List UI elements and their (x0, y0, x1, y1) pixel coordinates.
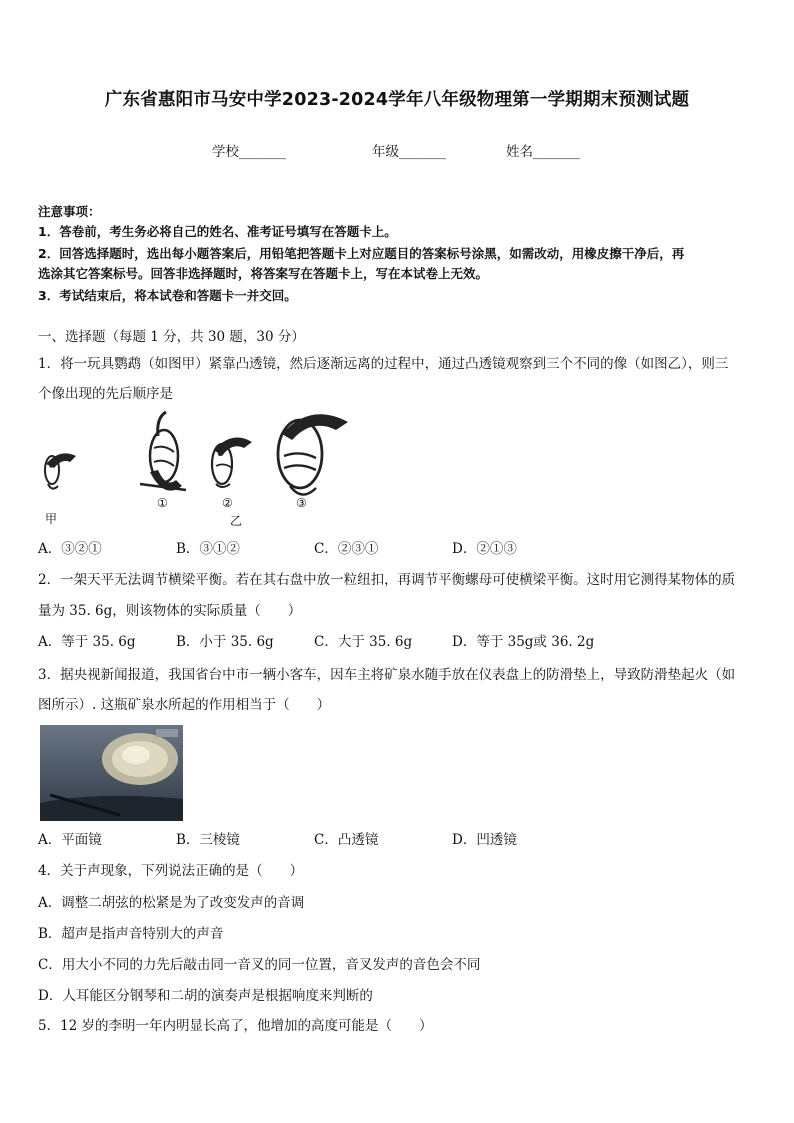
question-1-option-d[interactable]: D．②①③ (452, 541, 517, 557)
school-field[interactable]: 学校_______ (212, 144, 287, 160)
figure-label-jia: 甲 (45, 512, 58, 526)
notice-item: 1．答卷前，考生务必将自己的姓名、准考证号填写在答题卡上。 (38, 224, 397, 239)
name-field[interactable]: 姓名_______ (506, 144, 581, 160)
question-1-option-c[interactable]: C．②③① (314, 541, 379, 557)
parrot-inverted-icon (140, 412, 186, 491)
question-3-option-c[interactable]: C．凸透镜 (314, 832, 379, 848)
figure-label-yi: 乙 (230, 514, 243, 528)
notice-heading: 注意事项： (38, 204, 101, 219)
page-title: 广东省惠阳市马安中学2023-2024学年八年级物理第一学期期末预测试题 (104, 90, 690, 110)
question-3-text: 图所示）. 这瓶矿泉水所起的作用相当于（ ） (38, 697, 331, 713)
question-1-text: 1．将一玩具鹦鹉（如图甲）紧靠凸透镜，然后逐渐远离的过程中，通过凸透镜观察到三个不同的像（如图乙），则三 (38, 356, 729, 372)
question-2-option-b[interactable]: B．小于 35. 6g (176, 634, 274, 650)
question-2-option-a[interactable]: A．等于 35. 6g (38, 634, 136, 650)
parrot-small-icon (45, 453, 76, 488)
question-4-option-b[interactable]: B．超声是指声音特别大的声音 (38, 926, 224, 942)
notice-item: 2．回答选择题时，选出每小题答案后，用铅笔把答题卡上对应题目的答案标号涂黑，如需改动，用橡皮擦干净后，再 (38, 246, 685, 261)
question-3-option-a[interactable]: A．平面镜 (38, 832, 102, 848)
question-4-text: 4．关于声现象，下列说法正确的是（ ） (38, 863, 304, 879)
question-3-text: 3．据央视新闻报道，我国省台中市一辆小客车，因车主将矿泉水随手放在仪表盘上的防滑垫上，导致防滑垫起火（如 (38, 667, 736, 683)
question-1-option-a[interactable]: A．③②① (38, 541, 102, 557)
question-4-option-a[interactable]: A．调整二胡弦的松紧是为了改变发声的音调 (38, 895, 305, 911)
question-2-option-d[interactable]: D．等于 35g或 36. 2g (452, 634, 595, 650)
question-5-text: 5．12 岁的李明一年内明显长高了，他增加的高度可能是（ ） (38, 1018, 433, 1034)
question-4-option-d[interactable]: D．人耳能区分钢琴和二胡的演奏声是根据响度来判断的 (38, 988, 373, 1004)
question-2-option-c[interactable]: C．大于 35. 6g (314, 634, 413, 650)
notice-item: 3．考试结束后，将本试卷和答题卡一并交回。 (38, 288, 297, 303)
figure-label-1: ① (157, 496, 168, 510)
section-heading: 一、选择题（每题 1 分，共 30 题，30 分） (38, 329, 305, 345)
question-3-option-d[interactable]: D．凹透镜 (452, 832, 517, 848)
question-4-option-c[interactable]: C．用大小不同的力先后敲击同一音叉的同一位置，音叉发声的音色会不同 (38, 957, 481, 973)
parrot-large-icon (278, 414, 348, 494)
question-2-text: 量为 35. 6g，则该物体的实际质量（ ） (38, 603, 302, 619)
figure-label-3: ③ (296, 496, 307, 510)
dashboard-fire-photo (40, 725, 183, 821)
grade-field[interactable]: 年级_______ (372, 144, 447, 160)
parrot-medium-icon (212, 438, 252, 488)
question-1-text: 个像出现的先后顺序是 (38, 386, 173, 402)
question-3-option-b[interactable]: B．三棱镜 (176, 832, 240, 848)
question-1-option-b[interactable]: B．③①② (176, 541, 240, 557)
notice-item: 选涂其它答案标号。回答非选择题时，将答案写在答题卡上，写在本试卷上无效。 (38, 266, 489, 281)
question-2-text: 2．一架天平无法调节横梁平衡。若在其右盘中放一粒纽扣，再调节平衡螺母可使横梁平衡。这时用它测得某物体的质 (38, 572, 736, 588)
figure-label-2: ② (222, 496, 233, 510)
